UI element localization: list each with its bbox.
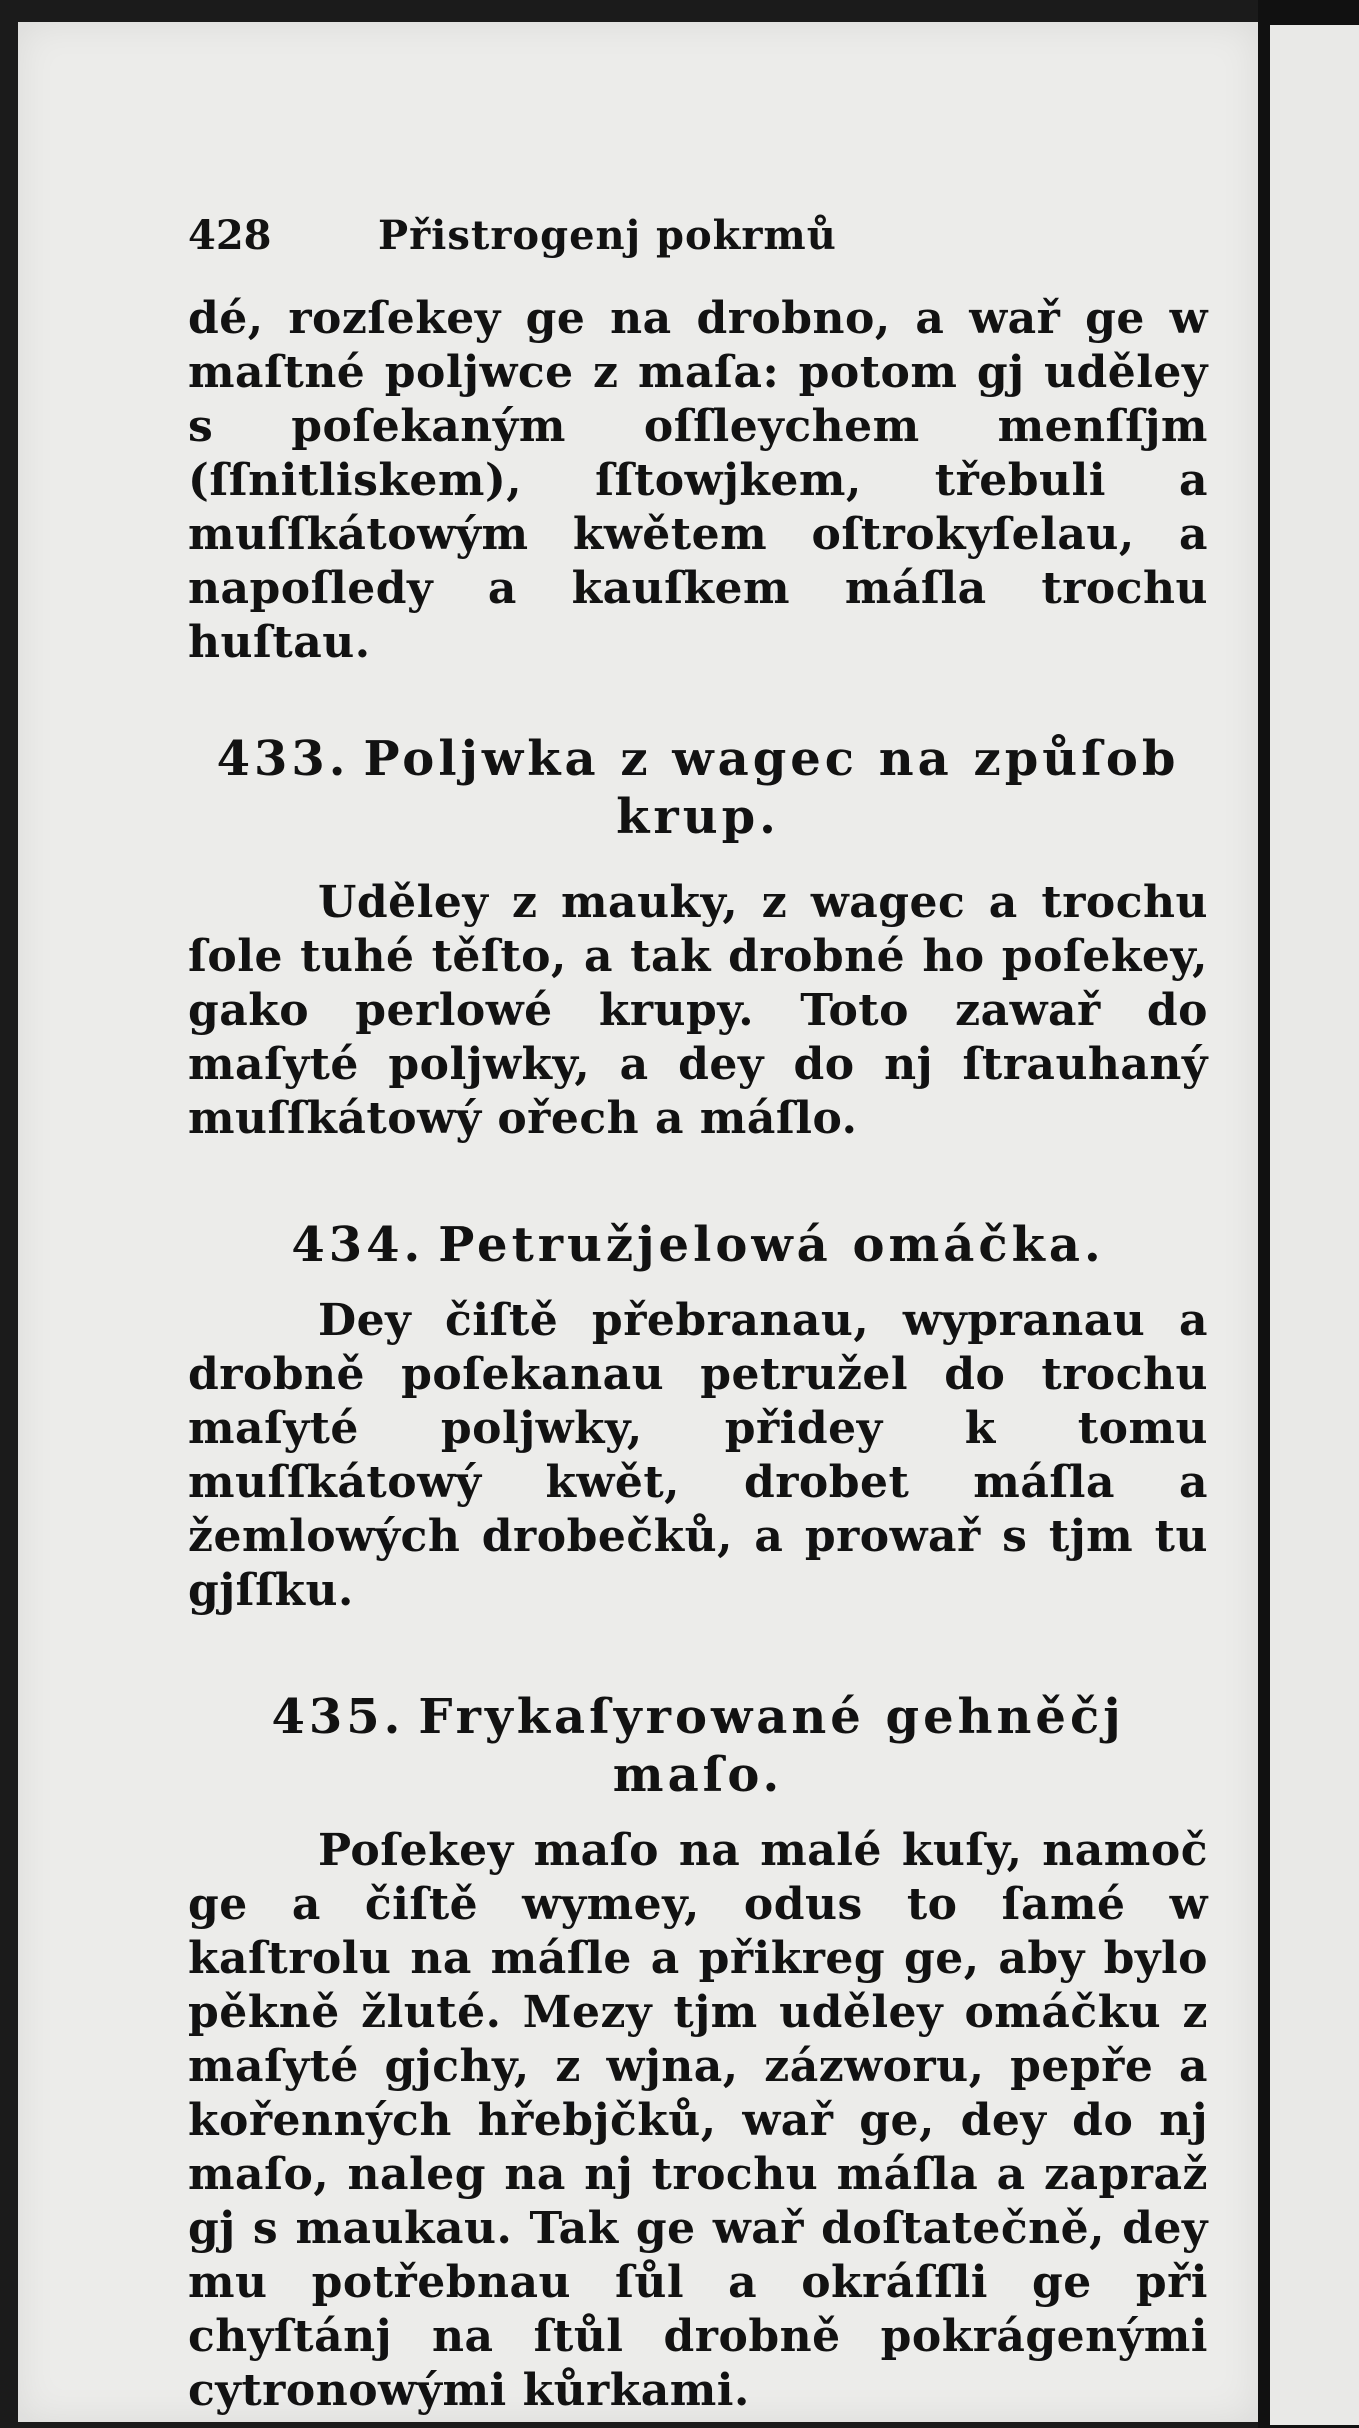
recipe-number: 435. — [271, 1689, 405, 1745]
recipe-text: Uděley z mauky, z wagec a trochu ſole tuhé těſto, a tak drobné ho poſekey, gako perlowé krupy. Toto zawař do maſyté poljwky, a dey do nj ſtrauhaný muſſkátowý ořech a máſlo. — [188, 877, 1208, 1144]
recipe-text: Poſekey maſo na malé kuſy, namoč ge a čiſtě wymey, odus to ſamé w kaſtrolu na máſle a přikreg ge, aby bylo pěkně žluté. Mezy tjm uděley omáčku z maſyté gjchy, z wjna, zázworu, pepře a kořenných hřebjčků, wař ge, dey do nj maſo, naleg na nj trochu máſla a zapraž gj s maukau. Tak ge wař doſtatečně, dey mu potřebnau ſůl a okráſſli ge při chyſtánj na ſtůl drobně pokrágenými cytronowými kůrkami. — [188, 1825, 1208, 2416]
running-head — [188, 212, 1208, 292]
recipe-number: 433. — [216, 731, 350, 787]
recipe-number: 434. — [291, 1217, 425, 1273]
continuation-paragraph: dé, rozſekey ge na drobno, a wař ge w maſtné poljwce z maſa: potom gj uděley s poſekaným oſſleychem menſſjm (ſſnitliskem), ſſtowjkem, třebuli a muſſkátowým kwětem oſtrokyſelau, a napoſledy a kauſkem máſla trochu huſtau. — [188, 293, 1208, 668]
recipe-title: Poljwka z wagec na způſob krup. — [363, 731, 1180, 845]
running-title: Přistrogenj pokrmů — [378, 212, 837, 259]
page-content — [188, 212, 1208, 2418]
recipe-heading — [188, 730, 1208, 846]
page-number: 428 — [188, 212, 272, 259]
facing-page — [1270, 25, 1359, 2425]
recipe-title: Petružjelowá omáčka. — [438, 1217, 1105, 1273]
recipe-heading — [188, 1688, 1208, 1804]
recipe-text: Dey čiſtě přebranau, wypranau a drobně poſekanau petružel do trochu maſyté poljwky, přidey k tomu muſſkátowý kwět, drobet máſla a žemlowých drobečků, a prowař s tjm tu gjſſku. — [188, 1295, 1208, 1616]
recipe-title: Frykaſyrowané gehněčj maſo. — [418, 1689, 1125, 1803]
book-page — [18, 22, 1258, 2422]
recipe-heading — [188, 1216, 1208, 1274]
